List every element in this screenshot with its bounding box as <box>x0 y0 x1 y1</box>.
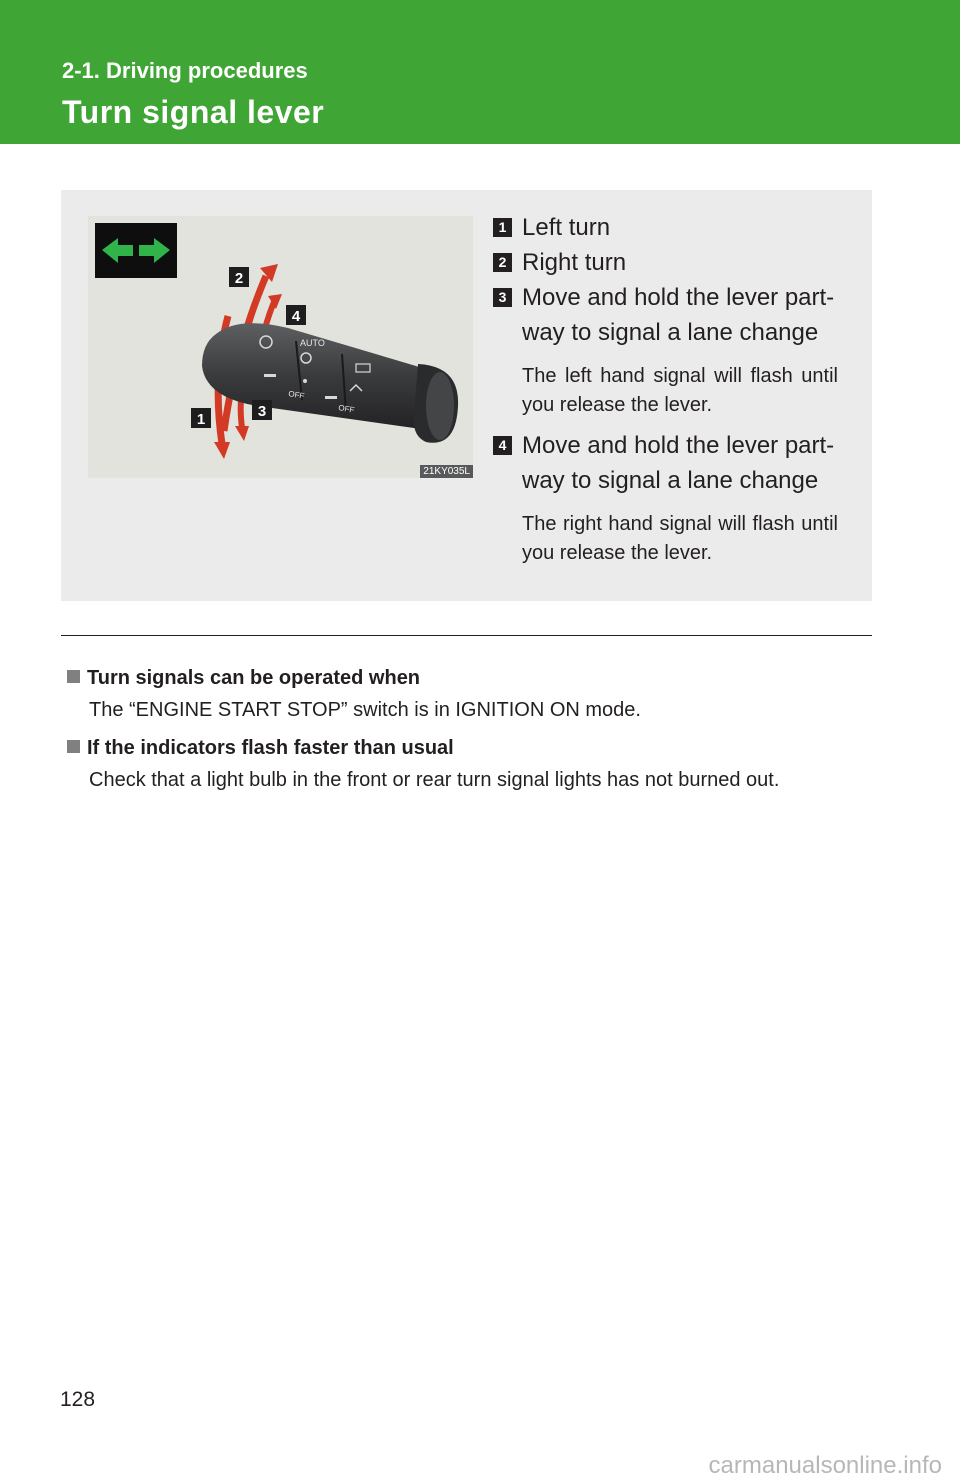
step-list <box>493 210 838 576</box>
auto-mark: AUTO <box>300 338 325 348</box>
item-number: 3 <box>493 288 512 307</box>
bullet-square-icon <box>67 740 80 753</box>
lever-illustration <box>88 216 473 478</box>
turn-signal-lever-figure <box>88 216 473 478</box>
notes-section <box>67 662 867 802</box>
item-label: Right turn <box>522 249 627 276</box>
note-heading <box>67 732 867 764</box>
callout-3 <box>252 400 272 420</box>
footer-watermark: carmanualsonline.info <box>708 1452 942 1479</box>
note-heading-text: Turn signals can be operated when <box>87 667 421 689</box>
item-note: The right hand signal will flash until you release the lever. <box>522 513 838 564</box>
note-body: Check that a light bulb in the front or rear turn signal lights has not burned out. <box>89 769 780 791</box>
item-label: Move and hold the lever part-way to signal a lane change <box>522 432 835 494</box>
callout-2 <box>229 267 249 287</box>
item-label: Move and hold the lever part-way to signal a lane change <box>522 284 835 346</box>
callout-4 <box>286 305 306 325</box>
svg-text:1: 1 <box>196 411 206 428</box>
section-title: 2-1. Driving procedures <box>62 58 308 83</box>
off-mark-1: OFF <box>287 389 305 401</box>
item-label: Left turn <box>522 214 611 241</box>
item-number: 2 <box>493 253 512 272</box>
svg-text:2: 2 <box>234 270 244 287</box>
note-block <box>67 662 867 726</box>
off-mark-2: OFF <box>337 403 355 415</box>
svg-text:4: 4 <box>291 308 301 325</box>
list-item <box>493 280 838 420</box>
svg-text:3: 3 <box>257 403 267 420</box>
list-item <box>493 428 838 568</box>
note-heading <box>67 662 867 694</box>
illustration-panel <box>61 190 872 601</box>
callout-1 <box>191 408 211 428</box>
bullet-square-icon <box>67 670 80 683</box>
note-block <box>67 732 867 796</box>
page-header <box>0 0 960 144</box>
page-title: Turn signal lever <box>62 94 325 130</box>
figure-code: 21KY035L <box>420 465 473 478</box>
list-item <box>493 210 838 245</box>
item-note: The left hand signal will flash until you release the lever. <box>522 365 838 416</box>
item-number: 4 <box>493 436 512 455</box>
item-number: 1 <box>493 218 512 237</box>
section-divider <box>61 635 872 636</box>
note-body: The “ENGINE START STOP” switch is in IGNITION ON mode. <box>89 699 641 721</box>
note-heading-text: If the indicators flash faster than usual <box>87 737 454 759</box>
turn-signal-arrows-icon <box>95 223 177 278</box>
list-item <box>493 245 838 280</box>
page-number: 128 <box>60 1388 96 1411</box>
